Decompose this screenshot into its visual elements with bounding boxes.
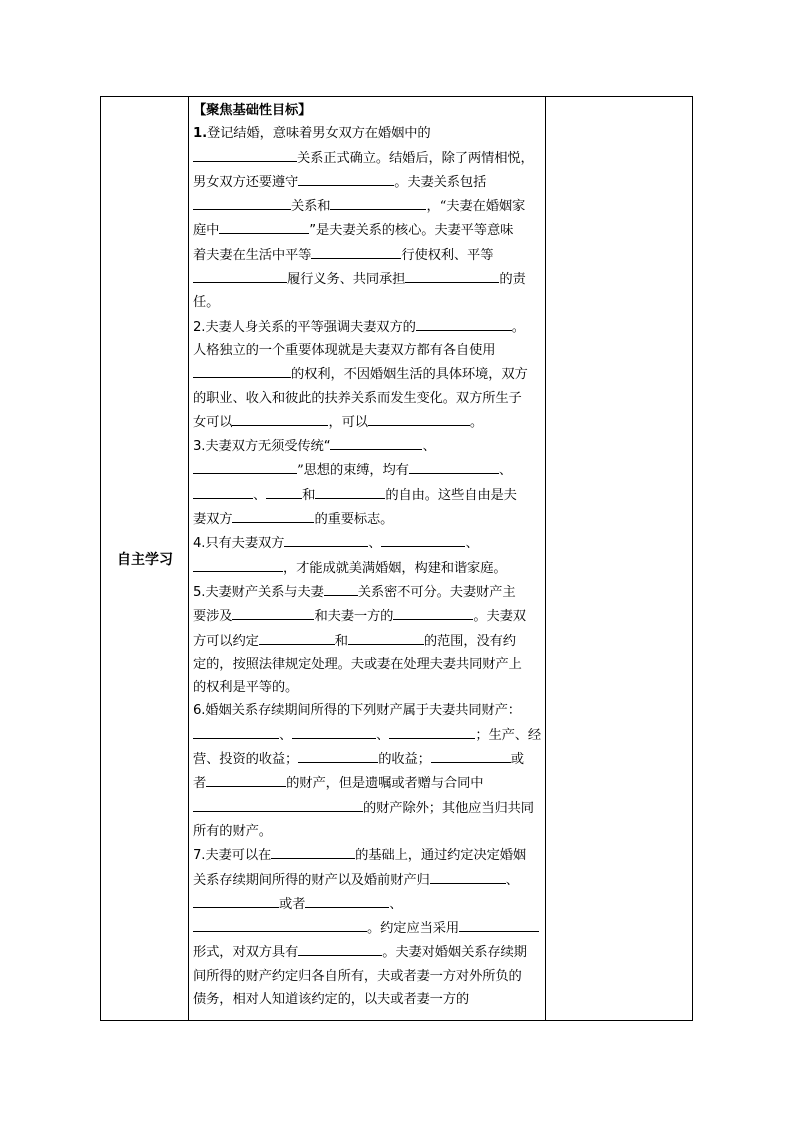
text: 、 xyxy=(279,727,293,743)
label-column xyxy=(101,97,189,1020)
blank[interactable] xyxy=(219,218,309,234)
section-heading: 【聚焦基础性目标】 xyxy=(193,103,312,118)
blank[interactable] xyxy=(305,892,389,908)
text: 。夫妻双 xyxy=(473,609,526,625)
q3-line-1 xyxy=(193,434,541,458)
text: 的自由。这些自由是夫 xyxy=(385,487,517,503)
q6-line-3 xyxy=(193,747,541,771)
q2-line-3 xyxy=(193,362,541,386)
text: 、 xyxy=(505,872,519,888)
blank[interactable] xyxy=(193,458,297,474)
content-cell xyxy=(193,99,541,1011)
text: ，“夫妻在婚姻家 xyxy=(426,199,526,215)
q1-line-7 xyxy=(193,267,541,291)
blank[interactable] xyxy=(292,723,376,739)
text: 任。 xyxy=(193,295,220,311)
q7-line-5 xyxy=(193,940,541,964)
text: 。夫妻对婚姻关系存续期 xyxy=(382,945,527,961)
q7-line-3 xyxy=(193,892,541,916)
blank[interactable] xyxy=(232,507,314,523)
q7-line-7 xyxy=(193,988,541,1011)
blank[interactable] xyxy=(330,194,426,210)
text: 的收益； xyxy=(378,752,431,768)
blank[interactable] xyxy=(193,892,279,908)
text: 的范围，没有约 xyxy=(423,633,516,649)
q2-line-1 xyxy=(193,315,541,339)
blank[interactable] xyxy=(389,723,475,739)
text: 、 xyxy=(376,727,390,743)
text: 妻双方 xyxy=(193,512,233,528)
blank[interactable] xyxy=(193,146,297,162)
blank[interactable] xyxy=(416,315,512,331)
blank[interactable] xyxy=(193,267,287,283)
q1-line-2 xyxy=(193,146,541,170)
q1-number: 1. xyxy=(193,126,208,142)
text: 、 xyxy=(422,439,436,455)
text: 的责 xyxy=(499,272,526,288)
text: 6.婚姻关系存续期间所得的下列财产属于夫妻共同财产： xyxy=(193,703,521,719)
text: 登记结婚，意味着男女双方在婚姻中的 xyxy=(207,126,431,142)
q2-line-4 xyxy=(193,387,541,410)
text: ”思想的束缚，均有 xyxy=(297,463,409,479)
blank[interactable] xyxy=(193,483,253,499)
q1-line-1 xyxy=(193,122,541,145)
text: 关系密不可分。夫妻财产主 xyxy=(357,584,516,600)
text: 女可以 xyxy=(193,414,233,430)
blank[interactable] xyxy=(368,410,470,426)
blank[interactable] xyxy=(348,629,424,645)
text: 方可以约定 xyxy=(193,633,259,649)
q5-line-5 xyxy=(193,676,541,699)
q1-line-3 xyxy=(193,170,541,194)
text: ，可以 xyxy=(328,414,368,430)
blank[interactable] xyxy=(393,604,473,620)
text: 3.夫妻双方无须受传统“ xyxy=(193,439,331,455)
q6-line-6 xyxy=(193,820,541,843)
text: 或者 xyxy=(279,896,306,912)
text: 庭中 xyxy=(193,223,220,239)
blank[interactable] xyxy=(405,267,499,283)
blank[interactable] xyxy=(315,483,385,499)
blank[interactable] xyxy=(193,723,279,739)
blank[interactable] xyxy=(206,771,286,787)
q6-line-5 xyxy=(193,796,541,820)
blank[interactable] xyxy=(298,940,382,956)
text: 债务，相对人知道该约定的，以夫或者妻一方的 xyxy=(193,991,470,1007)
blank[interactable] xyxy=(193,362,291,378)
text: 营、投资的收益； xyxy=(193,752,299,768)
text: 要涉及 xyxy=(193,609,233,625)
text: 。约定应当采用 xyxy=(367,921,460,937)
text: 的财产，但是遗嘱或者赠与合同中 xyxy=(286,776,484,792)
blank[interactable] xyxy=(381,531,465,547)
blank[interactable] xyxy=(193,916,367,932)
text: ，才能成就美满婚姻，构建和谐家庭。 xyxy=(283,560,507,576)
text: 、 xyxy=(465,536,479,552)
text: 的基础上，通过约定决定婚姻 xyxy=(355,848,527,864)
text: 形式，对双方具有 xyxy=(193,945,299,961)
blank[interactable] xyxy=(284,531,368,547)
q3-line-3 xyxy=(193,483,541,507)
q5-line-1 xyxy=(193,580,541,604)
q7-line-6 xyxy=(193,965,541,988)
text: 、 xyxy=(498,463,512,479)
q7-line-2 xyxy=(193,868,541,892)
q1-line-6 xyxy=(193,243,541,267)
text: ；生产、经 xyxy=(475,727,542,743)
text: ”是夫妻关系的核心。夫妻平等意味 xyxy=(309,223,514,239)
text: 和 xyxy=(302,487,316,503)
text: 的职业、收入和彼此的扶养关系而发生变化。双方所生子 xyxy=(193,390,522,406)
q1-line-8 xyxy=(193,291,541,314)
text: 关系存续期间所得的财产以及婚前财产归 xyxy=(193,872,430,888)
blank[interactable] xyxy=(324,580,358,596)
text: 、 xyxy=(368,536,382,552)
text: 关系正式确立。结婚后，除了两情相悦， xyxy=(297,150,534,166)
blank[interactable] xyxy=(232,410,328,426)
text: 。 xyxy=(511,319,525,335)
text: 的重要标志。 xyxy=(314,512,394,528)
text: 5.夫妻财产关系与夫妻 xyxy=(193,584,324,600)
text: 所有的财产。 xyxy=(193,823,272,839)
text: 男女双方还要遵守 xyxy=(193,174,299,190)
blank[interactable] xyxy=(409,458,499,474)
q2-line-5 xyxy=(193,410,541,434)
blank[interactable] xyxy=(311,243,401,259)
notes-column xyxy=(545,97,692,1020)
text: 7.夫妻可以在 xyxy=(193,848,272,864)
q6-line-2 xyxy=(193,723,541,747)
text: 的财产除外；其他应当归共同 xyxy=(363,800,534,816)
blank[interactable] xyxy=(266,483,302,499)
blank[interactable] xyxy=(232,604,314,620)
text: 履行义务、共同承担 xyxy=(287,272,406,288)
q4-line-2 xyxy=(193,556,541,580)
text: 或 xyxy=(510,752,524,768)
row-label: 自主学习 xyxy=(117,552,173,568)
blank[interactable] xyxy=(431,747,511,763)
text: 和夫妻一方的 xyxy=(314,609,394,625)
q3-line-2 xyxy=(193,458,541,482)
blank[interactable] xyxy=(459,916,539,932)
q7-line-1 xyxy=(193,843,541,867)
blank[interactable] xyxy=(193,556,283,572)
blank[interactable] xyxy=(298,747,378,763)
text: 定的，按照法律规定处理。夫或妻在处理夫妻共同财产上 xyxy=(193,656,522,672)
blank[interactable] xyxy=(193,194,291,210)
text: 4.只有夫妻双方 xyxy=(193,536,285,552)
q6-line-1 xyxy=(193,699,541,722)
blank[interactable] xyxy=(193,796,363,812)
text: 2.夫妻人身关系的平等强调夫妻双方的 xyxy=(193,319,416,335)
q4-line-1 xyxy=(193,531,541,555)
study-table xyxy=(100,96,693,1021)
q5-line-4 xyxy=(193,653,541,676)
blank[interactable] xyxy=(259,629,335,645)
q7-line-4 xyxy=(193,916,541,940)
blank[interactable] xyxy=(298,170,394,186)
q6-line-4 xyxy=(193,771,541,795)
blank[interactable] xyxy=(330,434,422,450)
q1-line-4 xyxy=(193,194,541,218)
text: 者 xyxy=(193,776,207,792)
blank[interactable] xyxy=(271,843,355,859)
text: 和 xyxy=(334,633,348,649)
text: 间所得的财产约定归各自所有，夫或者妻一方对外所负的 xyxy=(193,968,522,984)
q2-line-2 xyxy=(193,339,541,362)
text: 。 xyxy=(469,414,484,430)
text: 、 xyxy=(389,896,403,912)
q3-line-4 xyxy=(193,507,541,531)
text: 、 xyxy=(253,487,267,503)
q1-line-5 xyxy=(193,218,541,242)
text: 。夫妻关系包括 xyxy=(394,174,487,190)
q5-line-2 xyxy=(193,604,541,628)
text: 关系和 xyxy=(291,199,331,215)
blank[interactable] xyxy=(430,868,506,884)
text: 的权利，不因婚姻生活的具体环境，双方 xyxy=(291,367,528,383)
q5-line-3 xyxy=(193,629,541,653)
text: 行使权利、平等 xyxy=(401,247,494,263)
text: 人格独立的一个重要体现就是夫妻双方都有各自使用 xyxy=(193,342,496,358)
text: 的权利是平等的。 xyxy=(193,680,299,696)
text: 着夫妻在生活中平等 xyxy=(193,247,312,263)
